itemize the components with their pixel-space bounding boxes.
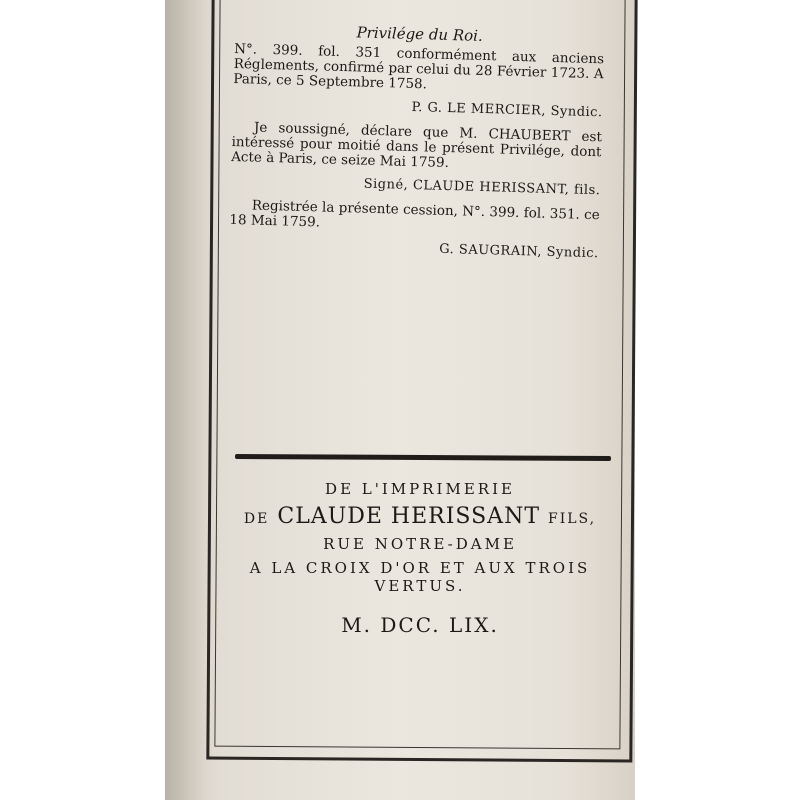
cession-registration: Registrée la présente cession, N°. 399. fol. 351. ce 18 Mai 1759. (229, 197, 600, 231)
imprint-suffix: FILS, (548, 511, 597, 527)
imprint-printer (225, 504, 615, 529)
printer-name: CLAUDE HERISSANT (277, 504, 540, 529)
privilege-title: Privilége du Roi. (356, 23, 483, 45)
imprint-street: RUE NOTRE-DAME (323, 535, 517, 553)
cession-declaration: Je soussigné, déclare que M. CHAUBERT est intéressé pour moitié dans le présent Privilége, dont Acte à Paris, ce seize Mai 1759. (230, 119, 603, 172)
signature-saugrain: G. SAUGRAIN, Syndic. (438, 241, 599, 262)
signature-le-mercier: P. G. LE MERCIER, Syndic. (411, 99, 603, 121)
page-gutter-shadow (165, 0, 205, 800)
privilege-section (228, 20, 605, 271)
imprint-prefix: DE (243, 511, 270, 527)
imprint-section (225, 455, 615, 643)
imprint-sign: A LA CROIX D'OR ET AUX TROIS VERTUS. (249, 559, 591, 595)
signature-herissant: Signé, CLAUDE HERISSANT, fils. (363, 176, 601, 199)
registration-entry: N°. 399. fol. 351 conformément aux anciens Réglements, confirmé par celui du 28 Février 1723. A Paris, ce 5 Septembre 1758. (233, 40, 605, 93)
divider-rule (235, 454, 611, 461)
book-page (165, 0, 635, 800)
publication-year: M. DCC. LIX. (341, 613, 499, 637)
imprint-line-1: DE L'IMPRIMERIE (325, 480, 515, 498)
